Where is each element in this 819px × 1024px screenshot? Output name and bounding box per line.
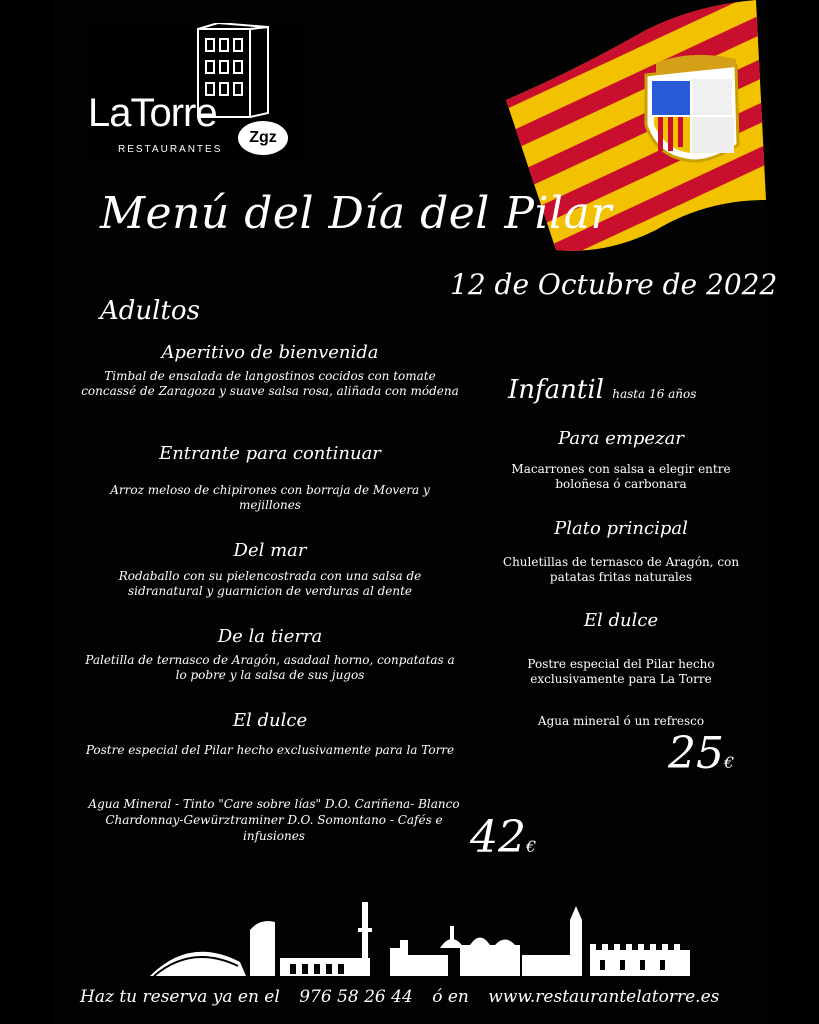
kid-section-text: Postre especial del Pilar hecho exclusivamente para La Torre — [527, 657, 715, 686]
adult-section-title: De la tierra — [217, 626, 323, 647]
left-border — [0, 0, 52, 1024]
infantil-heading — [508, 375, 696, 405]
kid-section-text: Chuletillas de ternasco de Aragón, con patatas fritas naturales — [502, 555, 740, 584]
logo-wordmark: LaTorre — [88, 91, 217, 135]
infantil-age: hasta 16 años — [612, 387, 697, 401]
kid-drinks: Agua mineral ó un refresco — [537, 714, 705, 728]
menu-date: 12 de Octubre de 2022 — [450, 268, 778, 301]
menu-title: Menú del Día del Pilar — [100, 188, 612, 239]
adult-section-text: Rodaballo con su pielencostrada con una salsa de sidranatural y guarnicion de verduras al dente — [118, 569, 422, 598]
infantil-title: Infantil — [508, 375, 604, 405]
adultos-heading: Adultos — [100, 296, 200, 326]
logo-subtitle: RESTAURANTES — [118, 144, 223, 155]
kid-section-title: El dulce — [583, 610, 659, 631]
adult-section-title: Aperitivo de bienvenida — [161, 342, 379, 363]
adult-section-title: Del mar — [233, 540, 307, 561]
reservation-footer — [80, 987, 750, 1007]
right-border — [767, 0, 819, 1024]
footer-cta: Haz tu reserva ya en el — [80, 987, 280, 1007]
restaurant-logo — [88, 23, 304, 161]
adult-section-title: El dulce — [232, 710, 308, 731]
zgz-badge: Zgz — [238, 121, 288, 155]
adult-section-text: Timbal de ensalada de langostinos cocidos con tomate concassé de Zaragoza y suave salsa rosa, aliñada con módena — [81, 369, 459, 398]
kid-price-value: 25 — [668, 728, 724, 779]
adult-drinks: Agua Mineral - Tinto "Care sobre lías" D.O. Cariñena- Blanco Chardonnay-Gewürztraminer D.O. Somontano - Cafés e infusiones — [88, 797, 460, 843]
adult-section-text: Postre especial del Pilar hecho exclusivamente para la Torre — [85, 743, 455, 757]
kid-section-title: Para empezar — [558, 428, 684, 449]
zaragoza-skyline-image — [150, 900, 690, 980]
kid-price — [668, 728, 734, 779]
adult-section-text: Paletilla de ternasco de Aragón, asadaal horno, conpatatas a lo pobre y la salsa de sus jugos — [85, 653, 455, 682]
adult-price-currency: € — [526, 837, 537, 856]
footer-or: ó en — [432, 987, 469, 1007]
footer-phone[interactable]: 976 58 26 44 — [299, 987, 413, 1007]
adult-price — [470, 812, 536, 863]
kid-price-currency: € — [724, 753, 735, 772]
adult-section-text: Arroz meloso de chipirones con borraja de Movera y mejillones — [110, 483, 430, 512]
kid-section-title: Plato principal — [554, 518, 688, 539]
adult-section-title: Entrante para continuar — [159, 443, 381, 464]
adult-price-value: 42 — [470, 812, 526, 863]
kid-section-text: Macarrones con salsa a elegir entre boloñesa ó carbonara — [511, 462, 731, 491]
footer-website-link[interactable]: www.restaurantelatorre.es — [488, 987, 720, 1007]
